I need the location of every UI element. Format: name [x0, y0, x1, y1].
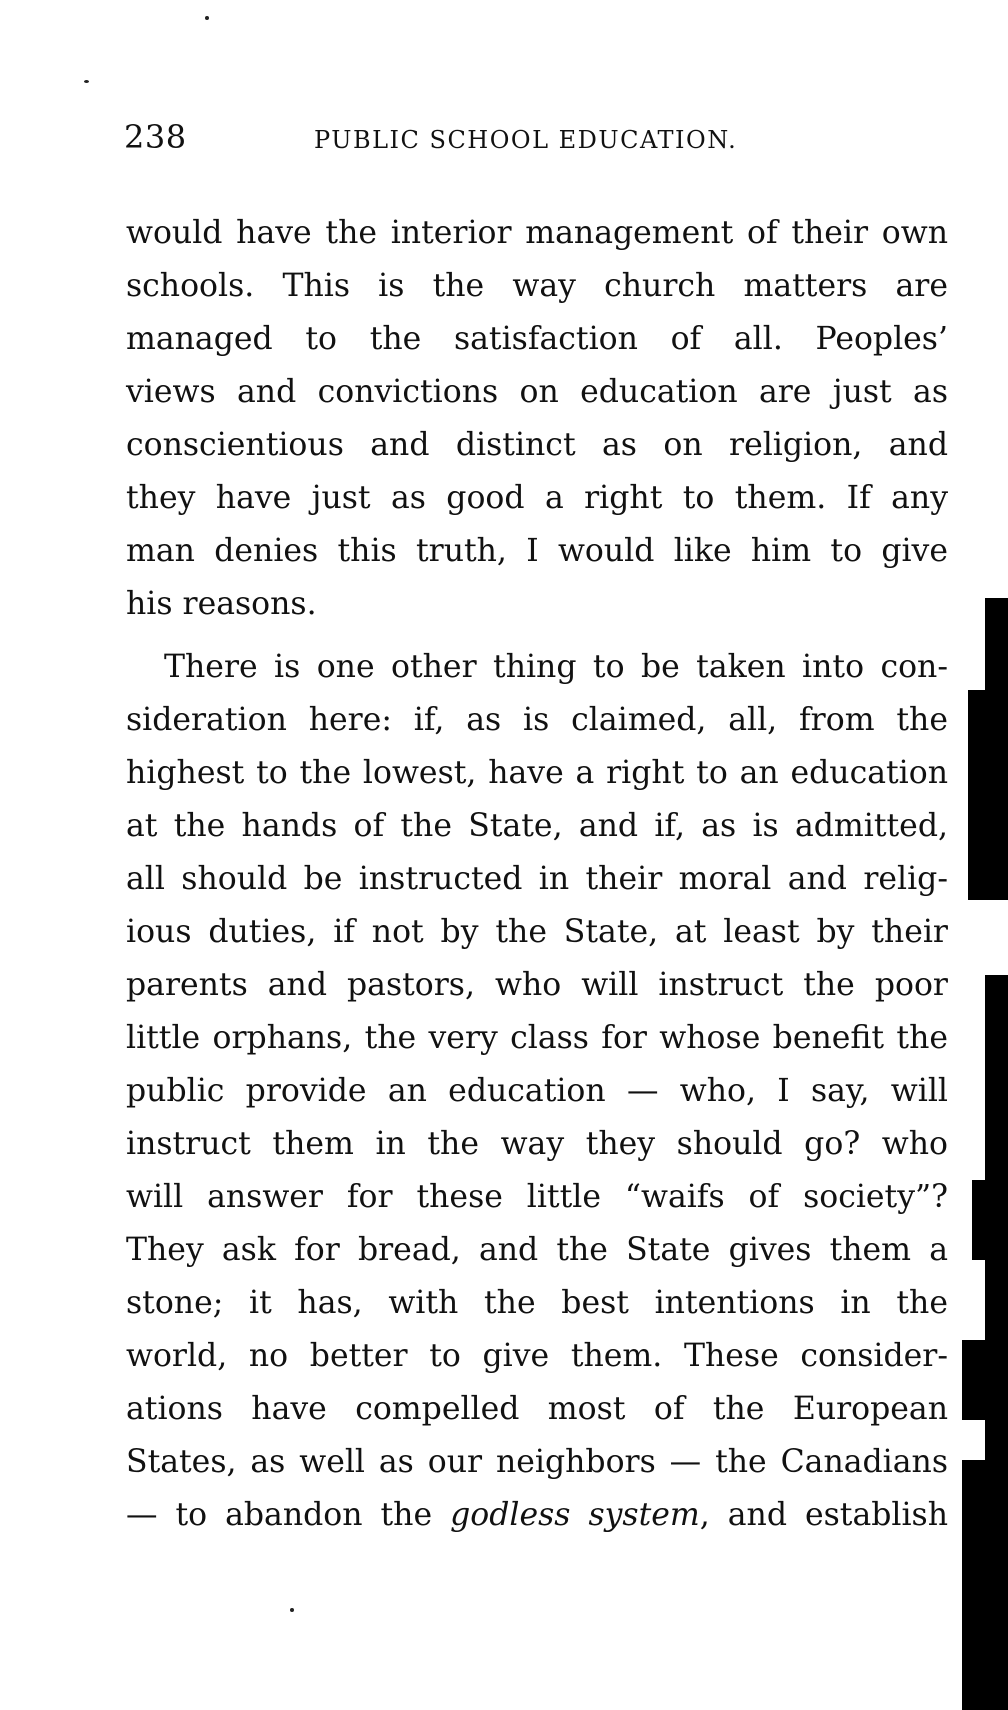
text-line: instruct them in the way they should go? who [126, 1126, 948, 1162]
text-line: They ask for bread, and the State gives them a [126, 1232, 948, 1268]
text-line: managed to the satisfaction of all. Peoples’ [126, 321, 948, 357]
text-line: public provide an education — who, I say, will [126, 1073, 948, 1109]
scan-edge-shadow [968, 690, 1008, 900]
scan-speck [84, 80, 89, 83]
text-line: world, no better to give them. These consider- [126, 1338, 948, 1374]
text-line-final [126, 1489, 948, 1542]
text-fragment: , and establish [699, 1497, 948, 1533]
text-line: at the hands of the State, and if, as is admitted, [126, 808, 948, 844]
page-header [124, 118, 964, 168]
scan-edge-shadow [962, 1340, 1008, 1420]
text-line: schools. This is the way church matters are [126, 268, 948, 304]
running-head: PUBLIC SCHOOL EDUCATION. [314, 126, 738, 154]
scan-speck [290, 1608, 294, 1612]
text-line: highest to the lowest, have a right to an education [126, 755, 948, 791]
text-line: stone; it has, with the best intentions in the [126, 1285, 948, 1321]
text-line: conscientious and distinct as on religion, and [126, 427, 948, 463]
emphasized-text: godless system [450, 1497, 700, 1533]
text-line: all should be instructed in their moral and relig- [126, 861, 948, 897]
scan-speck [205, 16, 209, 20]
text-line: his reasons. [126, 586, 317, 622]
text-line: sideration here: if, as is claimed, all, from the [126, 702, 948, 738]
text-line: would have the interior management of their own [126, 215, 948, 251]
text-line: States, as well as our neighbors — the Canadians [126, 1444, 948, 1480]
text-line: parents and pastors, who will instruct the poor [126, 967, 948, 1003]
page-number: 238 [124, 118, 187, 156]
body-text [126, 207, 948, 1542]
scan-edge-shadow [962, 1460, 1008, 1710]
text-line: There is one other thing to be taken into con- [164, 649, 948, 685]
text-line: will answer for these little “waifs of society”? [126, 1179, 948, 1215]
scan-edge-shadow [972, 1180, 1008, 1260]
text-line: views and convictions on education are just as [126, 374, 948, 410]
text-line: little orphans, the very class for whose benefit the [126, 1020, 948, 1056]
text-line: they have just as good a right to them. If any [126, 480, 948, 516]
text-line: ations have compelled most of the European [126, 1391, 948, 1427]
text-line: man denies this truth, I would like him to give [126, 533, 948, 569]
text-line: ious duties, if not by the State, at least by their [126, 914, 948, 950]
text-fragment: — to abandon the [126, 1497, 451, 1533]
